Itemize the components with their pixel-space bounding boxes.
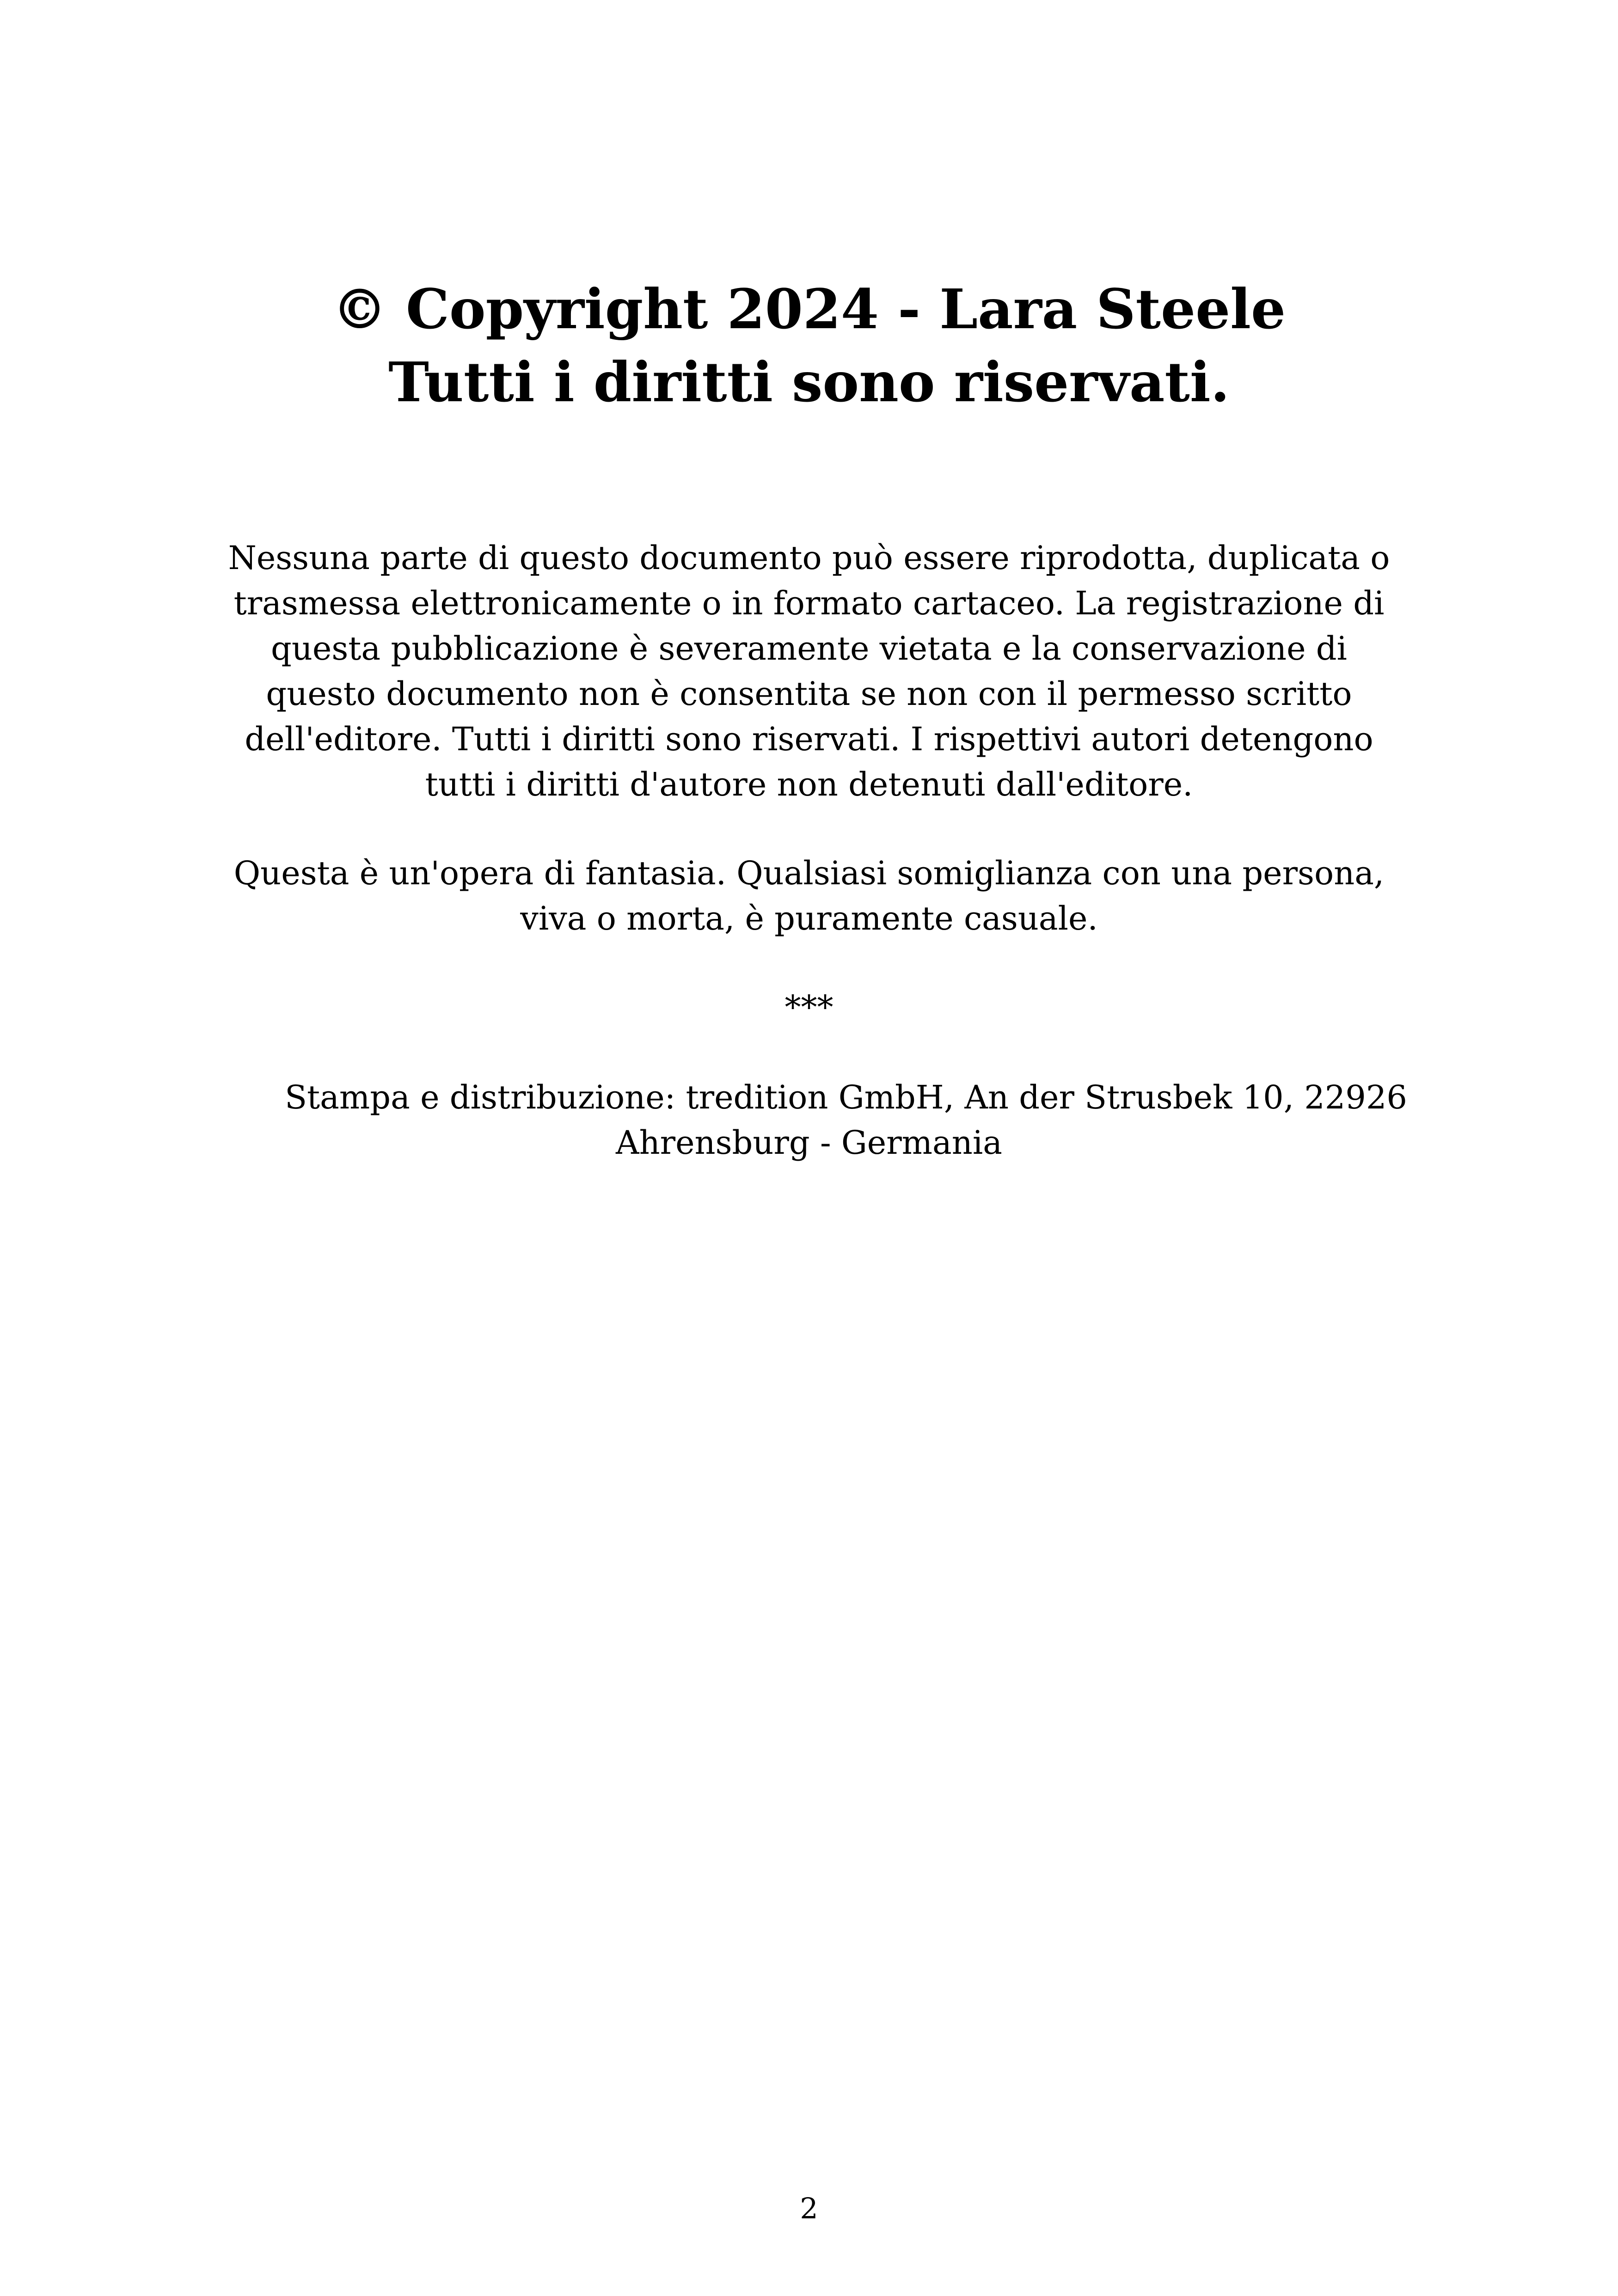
- paragraph-line: dell'editore. Tutti i diritti sono riservati. I rispettivi autori detengono: [245, 720, 1373, 758]
- printer-info-line: Stampa e distribuzione: tredition GmbH, An der Strusbek 10, 22926: [285, 1078, 1407, 1116]
- copyright-title-line: © Copyright 2024 - Lara Steele: [332, 277, 1286, 341]
- paragraph-line: tutti i diritti d'autore non detenuti dall'editore.: [425, 765, 1193, 803]
- paragraph-line: trasmessa elettronicamente o in formato cartaceo. La registrazione di: [233, 584, 1385, 622]
- copyright-notice-paragraph: [139, 535, 1479, 807]
- fiction-disclaimer-paragraph: [139, 851, 1479, 941]
- printer-info: [139, 1075, 1479, 1165]
- paragraph-line: questo documento non è consentita se non con il permesso scritto: [266, 675, 1352, 713]
- paragraph-line: Questa è un'opera di fantasia. Qualsiasi somiglianza con una persona,: [233, 854, 1385, 892]
- section-separator: ***: [784, 988, 834, 1026]
- rights-reserved-title-line: Tutti i diritti sono riservati.: [388, 350, 1230, 414]
- copyright-title: [0, 273, 1618, 419]
- page-number: 2: [800, 2192, 818, 2225]
- printer-info-line: Ahrensburg - Germania: [616, 1124, 1002, 1162]
- paragraph-line: questa pubblicazione è severamente vietata e la conservazione di: [271, 630, 1347, 667]
- paragraph-line: viva o morta, è puramente casuale.: [520, 900, 1098, 937]
- paragraph-line: Nessuna parte di questo documento può essere riprodotta, duplicata o: [228, 539, 1390, 577]
